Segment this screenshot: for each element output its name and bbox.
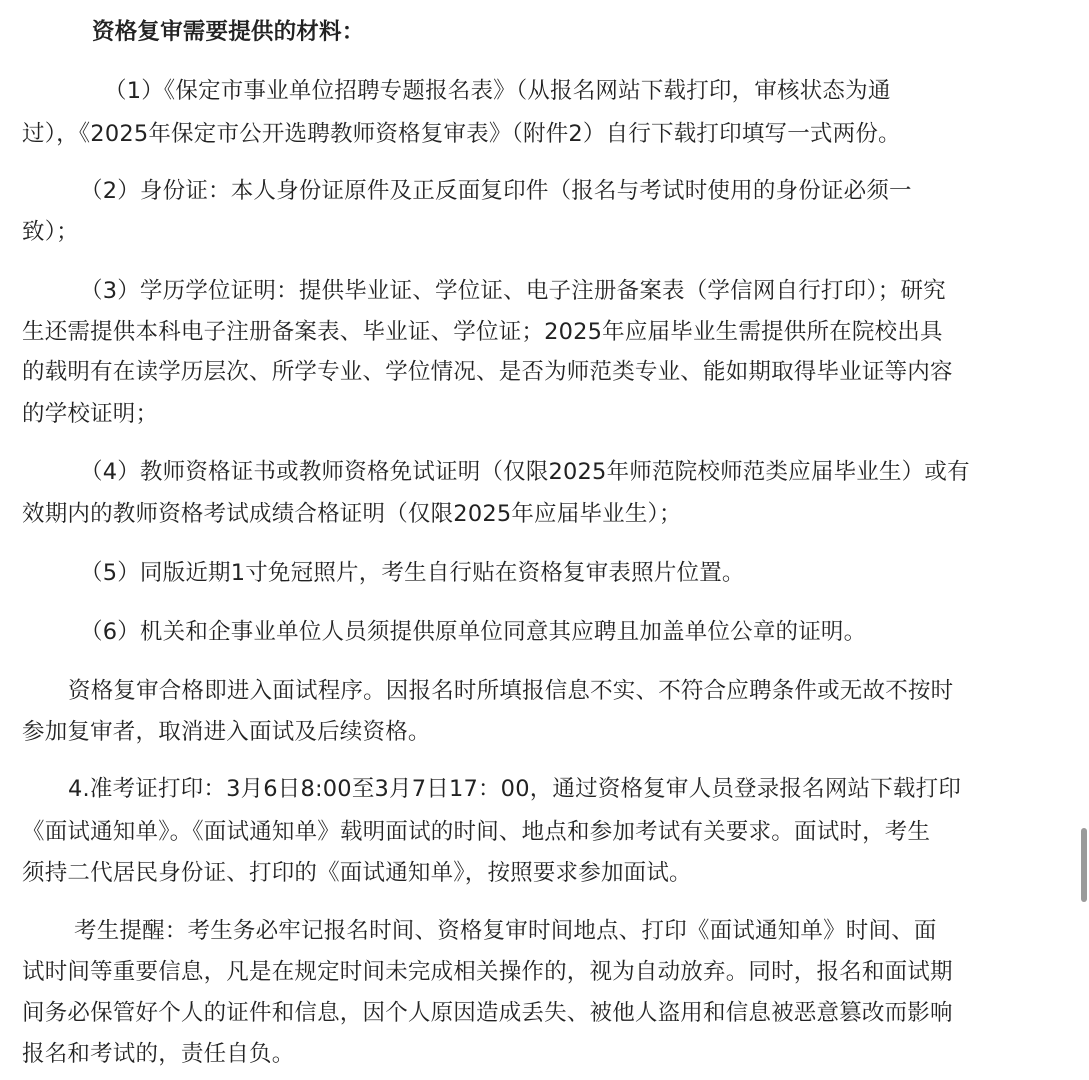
paragraph-line: （6）机关和企事业单位人员须提供原单位同意其应聘且加盖单位公章的证明。 — [80, 619, 867, 645]
paragraph-line: 4.准考证打印：3月6日8:00至3月7日17：00，通过资格复审人员登录报名网站下载打印 — [68, 776, 962, 802]
paragraph-line: 间务必保管好个人的证件和信息，因个人原因造成丢失、被他人盗用和信息被恶意篡改而影响 — [22, 1000, 953, 1026]
paragraph-line: 资格复审合格即进入面试程序。因报名时所填报信息不实、不符合应聘条件或无故不按时 — [68, 678, 954, 704]
paragraph-line: （3）学历学位证明：提供毕业证、学位证、电子注册备案表（学信网自行打印）；研究 — [80, 278, 946, 304]
paragraph-line: 《面试通知单》。《面试通知单》载明面试的时间、地点和参加考试有关要求。面试时，考生 — [22, 819, 931, 845]
paragraph-line: （1）《保定市事业单位招聘专题报名表》（从报名网站下载打印，审核状态为通 — [104, 78, 891, 104]
paragraph-line: 须持二代居民身份证、打印的《面试通知单》，按照要求参加面试。 — [22, 860, 692, 886]
paragraph-line: （4）教师资格证书或教师资格免试证明（仅限2025年师范院校师范类应届毕业生）或有 — [80, 459, 970, 485]
paragraph-line: 报名和考试的，责任自负。 — [22, 1041, 295, 1067]
paragraph-line: 效期内的教师资格考试成绩合格证明（仅限2025年应届毕业生）； — [22, 501, 682, 527]
paragraph-line: 生还需提供本科电子注册备案表、毕业证、学位证；2025年应届毕业生需提供所在院校出具 — [22, 319, 943, 345]
paragraph-line: （2）身份证：本人身份证原件及正反面复印件（报名与考试时使用的身份证必须一 — [80, 178, 912, 204]
paragraph-line: 试时间等重要信息，凡是在规定时间未完成相关操作的，视为自动放弃。同时，报名和面试期 — [22, 959, 953, 985]
paragraph-line: 的载明有在读学历层次、所学专业、学位情况、是否为师范类专业、能如期取得毕业证等内容 — [22, 359, 953, 385]
paragraph-line: 致）； — [22, 219, 79, 245]
paragraph-line: 考生提醒：考生务必牢记报名时间、资格复审时间地点、打印《面试通知单》时间、面 — [74, 918, 937, 944]
paragraph-line: 参加复审者，取消进入面试及后续资格。 — [22, 719, 431, 745]
paragraph-line: 的学校证明； — [22, 401, 159, 427]
paragraph-line: 过），《2025年保定市公开选聘教师资格复审表》（附件2）自行下载打印填写一式两份。 — [22, 121, 901, 147]
section-heading: 资格复审需要提供的材料： — [92, 19, 365, 45]
paragraph-line: （5）同版近期1寸免冠照片，考生自行贴在资格复审表照片位置。 — [80, 560, 745, 586]
scrollbar-thumb[interactable] — [1081, 828, 1087, 902]
